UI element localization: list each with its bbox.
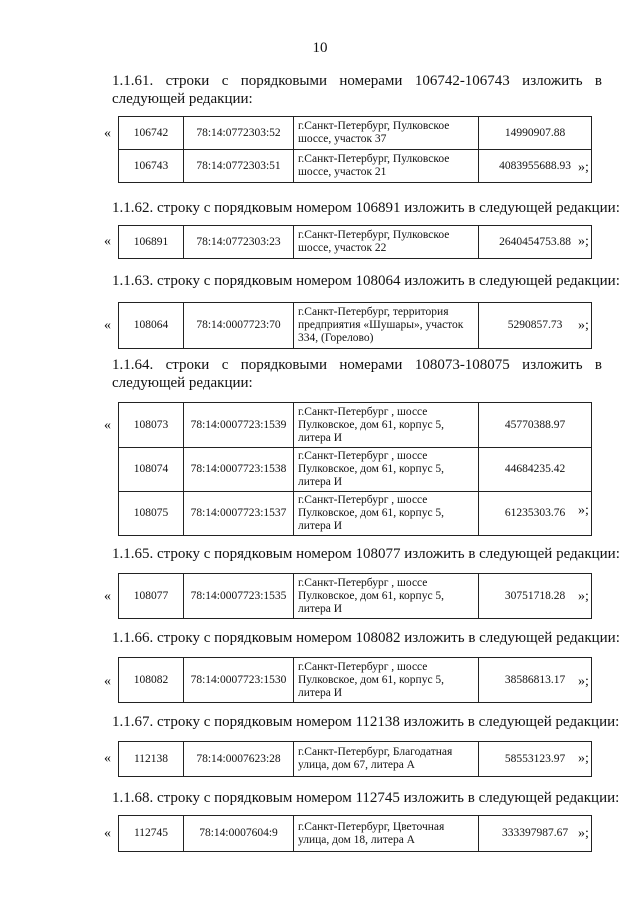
cadastral-number: 78:14:0007604:9 <box>184 816 294 852</box>
cadastral-number: 78:14:0007723:1539 <box>184 403 294 448</box>
row-number: 108082 <box>119 658 184 703</box>
cadastral-value: 38586813.17 <box>479 658 592 703</box>
table-row <box>119 448 592 492</box>
cadastral-value: 333397987.67 <box>479 816 592 852</box>
page-number: 10 <box>312 40 328 56</box>
cadastral-value: 4083955688.93 <box>479 150 592 183</box>
open-quote: « <box>104 589 111 604</box>
address: г.Санкт-Петербург , шоссе Пулковское, дом 61, корпус 5, литера И <box>294 448 479 492</box>
cadastral-number: 78:14:0007723:1530 <box>184 658 294 703</box>
cadastral-number: 78:14:0007723:1538 <box>184 448 294 492</box>
cadastral-value: 61235303.76 <box>479 492 592 536</box>
register-table <box>118 402 592 536</box>
open-quote: « <box>104 674 111 689</box>
row-number: 108074 <box>119 448 184 492</box>
close-quote: »; <box>578 589 589 604</box>
table-row <box>119 303 592 349</box>
section-heading: 1.1.63. строку с порядковым номером 108064 изложить в следующей редакции: <box>112 273 620 289</box>
address: г.Санкт-Петербург , шоссе Пулковское, дом 61, корпус 5, литера И <box>294 403 479 448</box>
address: г.Санкт-Петербург, Пулковское шоссе, участок 21 <box>294 150 479 183</box>
table-row <box>119 574 592 619</box>
register-table <box>118 225 592 259</box>
register-table <box>118 815 592 852</box>
close-quote: »; <box>578 503 589 518</box>
register-table <box>118 657 592 703</box>
register-table <box>118 741 592 777</box>
address: г.Санкт-Петербург, Благодатная улица, дом 67, литера А <box>294 742 479 777</box>
open-quote: « <box>104 126 111 141</box>
address: г.Санкт-Петербург , шоссе Пулковское, дом 61, корпус 5, литера И <box>294 658 479 703</box>
section-heading: 1.1.68. строку с порядковым номером 112745 изложить в следующей редакции: <box>112 790 620 806</box>
cadastral-number: 78:14:0772303:51 <box>184 150 294 183</box>
open-quote: « <box>104 234 111 249</box>
address: г.Санкт-Петербург, территория предприятия «Шушары», участок 334, (Горелово) <box>294 303 479 349</box>
close-quote: »; <box>578 751 589 766</box>
row-number: 106891 <box>119 226 184 259</box>
row-number: 108077 <box>119 574 184 619</box>
row-number: 106742 <box>119 117 184 150</box>
table-row <box>119 658 592 703</box>
cadastral-value: 5290857.73 <box>479 303 592 349</box>
section-heading: 1.1.67. строку с порядковым номером 112138 изложить в следующей редакции: <box>112 714 620 730</box>
row-number: 108073 <box>119 403 184 448</box>
address: г.Санкт-Петербург , шоссе Пулковское, дом 61, корпус 5, литера И <box>294 574 479 619</box>
section-heading: 1.1.61. строки с порядковыми номерами 106742-106743 изложить в следующей редакции: <box>112 73 602 107</box>
address: г.Санкт-Петербург , шоссе Пулковское, дом 61, корпус 5, литера И <box>294 492 479 536</box>
row-number: 108075 <box>119 492 184 536</box>
cadastral-value: 14990907.88 <box>479 117 592 150</box>
table-row <box>119 150 592 183</box>
close-quote: »; <box>578 674 589 689</box>
close-quote: »; <box>578 160 589 175</box>
open-quote: « <box>104 751 111 766</box>
section-heading: 1.1.62. строку с порядковым номером 106891 изложить в следующей редакции: <box>112 200 620 216</box>
open-quote: « <box>104 826 111 841</box>
section-heading: 1.1.65. строку с порядковым номером 108077 изложить в следующей редакции: <box>112 546 620 562</box>
close-quote: »; <box>578 234 589 249</box>
row-number: 112138 <box>119 742 184 777</box>
register-table <box>118 116 592 183</box>
table-row <box>119 742 592 777</box>
close-quote: »; <box>578 826 589 841</box>
cadastral-number: 78:14:0007723:1535 <box>184 574 294 619</box>
cadastral-number: 78:14:0007723:70 <box>184 303 294 349</box>
cadastral-value: 44684235.42 <box>479 448 592 492</box>
row-number: 108064 <box>119 303 184 349</box>
cadastral-value: 45770388.97 <box>479 403 592 448</box>
table-row <box>119 492 592 536</box>
address: г.Санкт-Петербург, Пулковское шоссе, участок 22 <box>294 226 479 259</box>
row-number: 112745 <box>119 816 184 852</box>
register-table <box>118 302 592 349</box>
cadastral-number: 78:14:0007623:28 <box>184 742 294 777</box>
address: г.Санкт-Петербург, Пулковское шоссе, участок 37 <box>294 117 479 150</box>
cadastral-number: 78:14:0772303:23 <box>184 226 294 259</box>
section-heading: 1.1.66. строку с порядковым номером 108082 изложить в следующей редакции: <box>112 630 620 646</box>
table-row <box>119 816 592 852</box>
table-row <box>119 117 592 150</box>
table-row <box>119 226 592 259</box>
section-heading: 1.1.64. строки с порядковыми номерами 108073-108075 изложить в следующей редакции: <box>112 357 602 391</box>
open-quote: « <box>104 418 111 433</box>
cadastral-value: 30751718.28 <box>479 574 592 619</box>
row-number: 106743 <box>119 150 184 183</box>
cadastral-value: 2640454753.88 <box>479 226 592 259</box>
register-table <box>118 573 592 619</box>
cadastral-number: 78:14:0007723:1537 <box>184 492 294 536</box>
address: г.Санкт-Петербург, Цветочная улица, дом 18, литера А <box>294 816 479 852</box>
table-row <box>119 403 592 448</box>
open-quote: « <box>104 318 111 333</box>
cadastral-number: 78:14:0772303:52 <box>184 117 294 150</box>
close-quote: »; <box>578 318 589 333</box>
cadastral-value: 58553123.97 <box>479 742 592 777</box>
